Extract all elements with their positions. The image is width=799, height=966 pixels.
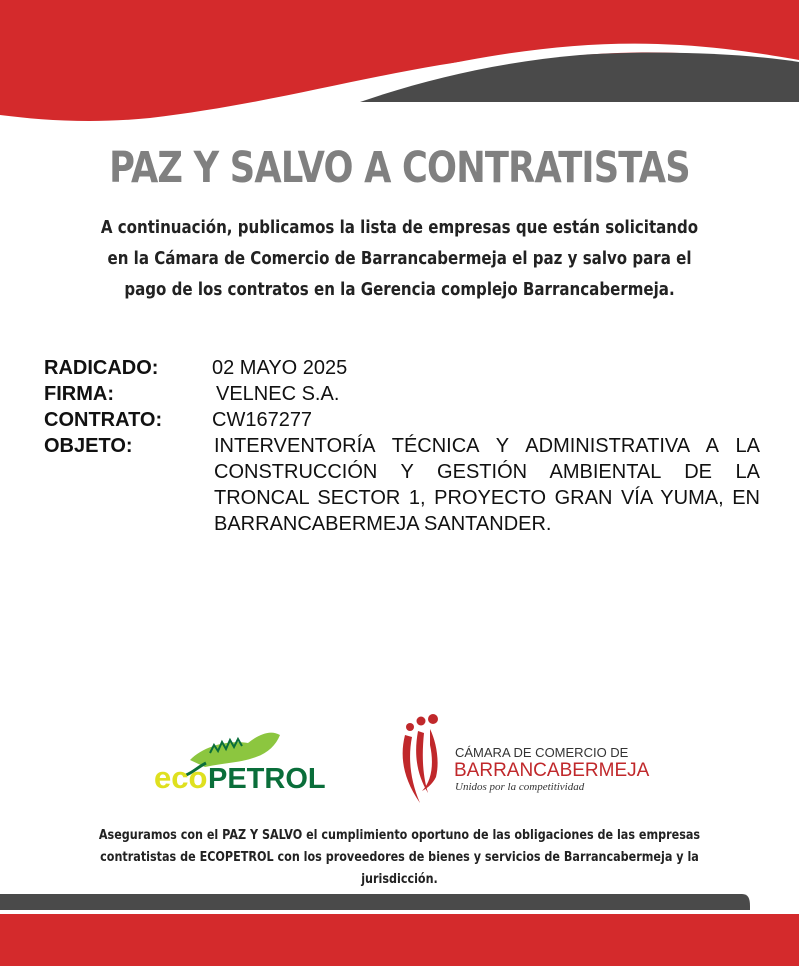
partner-logos: [0, 705, 799, 815]
camara-figures-icon: [403, 714, 438, 803]
firma-label: FIRMA:: [44, 383, 114, 405]
top-banner: [0, 0, 799, 135]
contrato-row: [44, 407, 760, 433]
camara-line1-text: CÁMARA DE COMERCIO DE: [455, 745, 629, 760]
contrato-value: CW167277: [212, 409, 313, 431]
footer-text: Aseguramos con el PAZ Y SALVO el cumplimiento oportuno de las obligaciones de las empresas contratistas de ECOPETROL con los proveedores de bienes y servicios de Barrancabermeja y la jurisdicción.: [98, 828, 701, 887]
camara-comercio-logo: [403, 714, 650, 803]
radicado-value: 02 MAYO 2025: [212, 357, 348, 379]
firma-row: [44, 381, 760, 407]
ecopetrol-eco-text: eco: [154, 760, 208, 795]
contract-details: [44, 355, 760, 537]
firma-value: VELNEC S.A.: [216, 383, 340, 405]
radicado-label: RADICADO:: [44, 357, 159, 379]
ecopetrol-petrol-text: PETROL: [208, 763, 326, 795]
ecopetrol-logo: [154, 733, 326, 795]
camara-tagline-text: Unidos por la competitividad: [455, 781, 585, 793]
page-title: PAZ Y SALVO A CONTRATISTAS: [109, 143, 690, 193]
objeto-row: [44, 433, 760, 537]
radicado-row: [44, 355, 760, 381]
bottom-banner: [0, 886, 799, 966]
objeto-label: OBJETO:: [44, 435, 133, 457]
contrato-label: CONTRATO:: [44, 409, 163, 431]
camara-line2-text: BARRANCABERMEJA: [454, 760, 650, 781]
objeto-value: INTERVENTORÍA TÉCNICA Y ADMINISTRATIVA A LA CONSTRUCCIÓN Y GESTIÓN AMBIENTAL DE LA TRONCAL SECTOR 1, PROYECTO GRAN VÍA YUMA, EN BARRANCABERMEJA SANTANDER.: [214, 435, 760, 535]
intro-text: A continuación, publicamos la lista de empresas que están solicitando en la Cámara de Comercio de Barrancabermeja el paz y salvo para el pago de los contratos en la Gerencia complejo Barrancabermeja.: [100, 218, 699, 300]
